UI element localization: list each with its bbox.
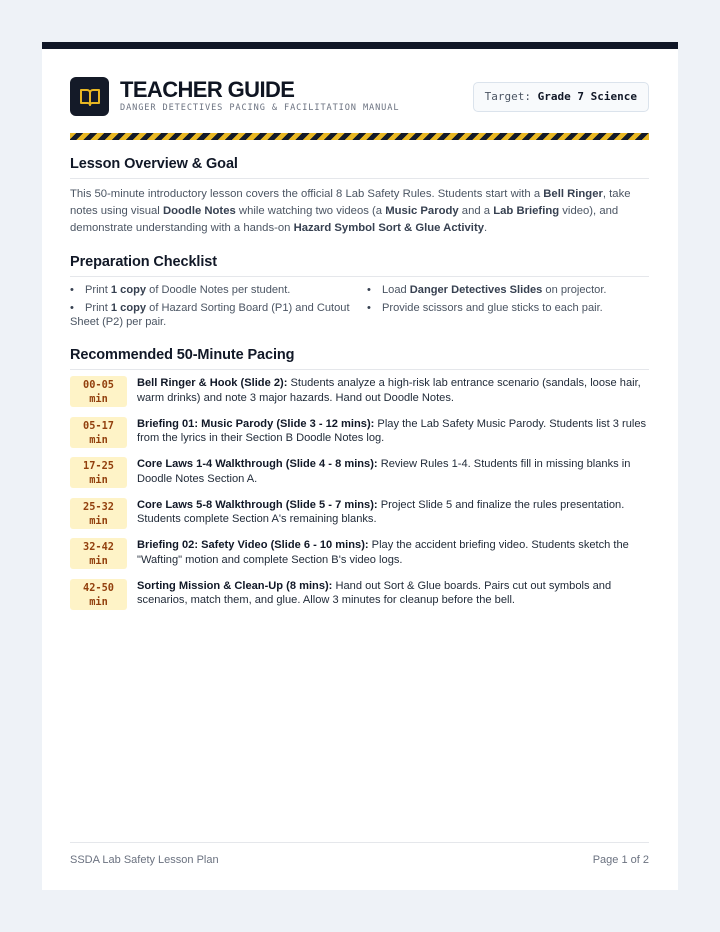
open-book-icon bbox=[70, 77, 109, 116]
pacing-step-text: Project Slide 5 and finalize the rules presentation. Students complete Section A's remaining blanks. bbox=[137, 498, 625, 525]
time-badge bbox=[70, 376, 127, 407]
target-badge bbox=[473, 82, 649, 112]
time-badge bbox=[70, 498, 127, 529]
document-header bbox=[70, 77, 649, 125]
time-unit: min bbox=[89, 595, 108, 608]
page-number: Page 1 of 2 bbox=[592, 854, 649, 866]
bullet-icon: • bbox=[70, 284, 74, 296]
overview-bold-1: Bell Ringer bbox=[543, 188, 603, 200]
pacing-description bbox=[137, 579, 649, 608]
overview-text-3: while watching two videos (a bbox=[235, 205, 386, 217]
checklist-bold: 1 copy bbox=[110, 284, 147, 296]
pacing-step-title: Briefing 02: Safety Video (Slide 6 - 10 mins): bbox=[137, 539, 369, 551]
pacing-step-text: Hand out Sort & Glue boards. Pairs cut out symbols and scenarios, match them, and glue. Allow 3 minutes for cleanup before the bell. bbox=[137, 579, 612, 606]
checklist-item bbox=[70, 301, 355, 330]
pacing-step-text: Play the Lab Safety Music Parody. Students list 3 rules from the lyrics in their Section B Doodle Notes log. bbox=[137, 417, 647, 444]
pacing-description bbox=[137, 457, 649, 486]
overview-text-4: and a bbox=[458, 205, 494, 217]
bullet-icon: • bbox=[367, 284, 371, 296]
target-value: Grade 7 Science bbox=[537, 90, 637, 103]
time-badge bbox=[70, 417, 127, 448]
checklist-column-right bbox=[367, 283, 652, 318]
time-unit: min bbox=[89, 555, 108, 567]
pacing-description bbox=[137, 538, 649, 567]
overview-bold-3: Music Parody bbox=[385, 205, 459, 217]
overview-heading: Lesson Overview & Goal bbox=[70, 156, 649, 179]
pacing-step-text: Students analyze a high-risk lab entrance scenario (sandals, loose hair, warm drinks) and note 3 major hazards. Hand out Doodle Notes. bbox=[137, 377, 641, 404]
checklist-bold: 1 copy bbox=[110, 301, 147, 314]
pacing-step-title: Bell Ringer & Hook (Slide 2): bbox=[137, 377, 288, 389]
pacing-step-title: Sorting Mission & Clean-Up (8 mins): bbox=[137, 579, 333, 592]
pacing-step-title: Briefing 01: Music Parody (Slide 3 - 12 mins): bbox=[137, 417, 375, 430]
time-badge bbox=[70, 457, 127, 488]
pacing-row bbox=[70, 579, 649, 615]
time-range: 25-32 bbox=[83, 500, 114, 513]
overview-text-5: video), and demonstrate understanding with a hands-on bbox=[70, 205, 619, 234]
pacing-step-text: Review Rules 1-4. Students fill in missing blanks in Doodle Notes Section A. bbox=[137, 458, 631, 485]
overview-bold-5: Hazard Symbol Sort & Glue Activity bbox=[293, 222, 484, 234]
overview-text-6: . bbox=[484, 222, 488, 234]
checklist-text: on projector. bbox=[542, 284, 607, 296]
time-badge bbox=[70, 579, 127, 610]
overview-text-1: This 50-minute introductory lesson covers the official 8 Lab Safety Rules. Students start with a bbox=[70, 188, 544, 200]
pacing-row bbox=[70, 417, 649, 453]
pacing-row bbox=[70, 538, 649, 574]
pacing-step-title: Core Laws 1-4 Walkthrough (Slide 4 - 8 mins): bbox=[137, 458, 378, 470]
footer-document-title: SSDA Lab Safety Lesson Plan bbox=[70, 854, 219, 866]
time-badge bbox=[70, 538, 127, 569]
overview-paragraph bbox=[70, 186, 649, 237]
time-range: 00-05 bbox=[83, 379, 114, 391]
pacing-description bbox=[137, 417, 649, 446]
pacing-row bbox=[70, 376, 649, 412]
document-page bbox=[42, 42, 678, 890]
page-footer bbox=[70, 842, 649, 872]
checklist-item bbox=[70, 283, 355, 298]
checklist-item bbox=[367, 283, 652, 298]
pacing-heading: Recommended 50-Minute Pacing bbox=[70, 347, 649, 370]
time-unit: min bbox=[89, 514, 108, 527]
time-unit: min bbox=[89, 393, 108, 405]
overview-bold-4: Lab Briefing bbox=[493, 205, 560, 217]
page-title: TEACHER GUIDE bbox=[120, 77, 295, 102]
checklist-item bbox=[367, 301, 652, 316]
checklist-text: of Hazard Sorting Board (P1) and Cutout Sheet (P2) per pair. bbox=[70, 301, 350, 328]
checklist-text: of Doodle Notes per student. bbox=[146, 284, 291, 296]
pacing-description bbox=[137, 498, 649, 527]
time-range: 17-25 bbox=[83, 460, 114, 472]
checklist-column-left bbox=[70, 283, 355, 333]
pacing-step-title: Core Laws 5-8 Walkthrough (Slide 5 - 7 mins): bbox=[137, 498, 378, 511]
checklist-text: Load bbox=[382, 284, 410, 296]
pacing-description bbox=[137, 376, 649, 405]
prep-heading: Preparation Checklist bbox=[70, 254, 649, 277]
overview-bold-2: Doodle Notes bbox=[162, 205, 236, 217]
time-unit: min bbox=[89, 433, 108, 446]
time-unit: min bbox=[89, 474, 108, 486]
time-range: 05-17 bbox=[83, 419, 114, 432]
bullet-icon: • bbox=[367, 301, 371, 314]
pacing-row bbox=[70, 498, 649, 534]
hazard-stripe-divider bbox=[70, 133, 649, 140]
overview-text-2: , take notes using visual bbox=[70, 188, 631, 217]
pacing-row bbox=[70, 457, 649, 493]
time-range: 32-42 bbox=[83, 541, 114, 553]
target-label: Target: bbox=[484, 90, 532, 103]
checklist-text: Print bbox=[85, 301, 111, 314]
pacing-step-text: Play the accident briefing video. Students sketch the "Wafting" motion and complete Section B's video logs. bbox=[137, 539, 629, 566]
checklist-text: Print bbox=[85, 284, 111, 296]
time-range: 42-50 bbox=[83, 581, 114, 594]
page-subtitle: DANGER DETECTIVES PACING & FACILITATION MANUAL bbox=[120, 103, 400, 113]
bullet-icon: • bbox=[70, 301, 74, 314]
checklist-text: Provide scissors and glue sticks to each pair. bbox=[382, 301, 603, 314]
checklist-bold: Danger Detectives Slides bbox=[409, 284, 543, 296]
